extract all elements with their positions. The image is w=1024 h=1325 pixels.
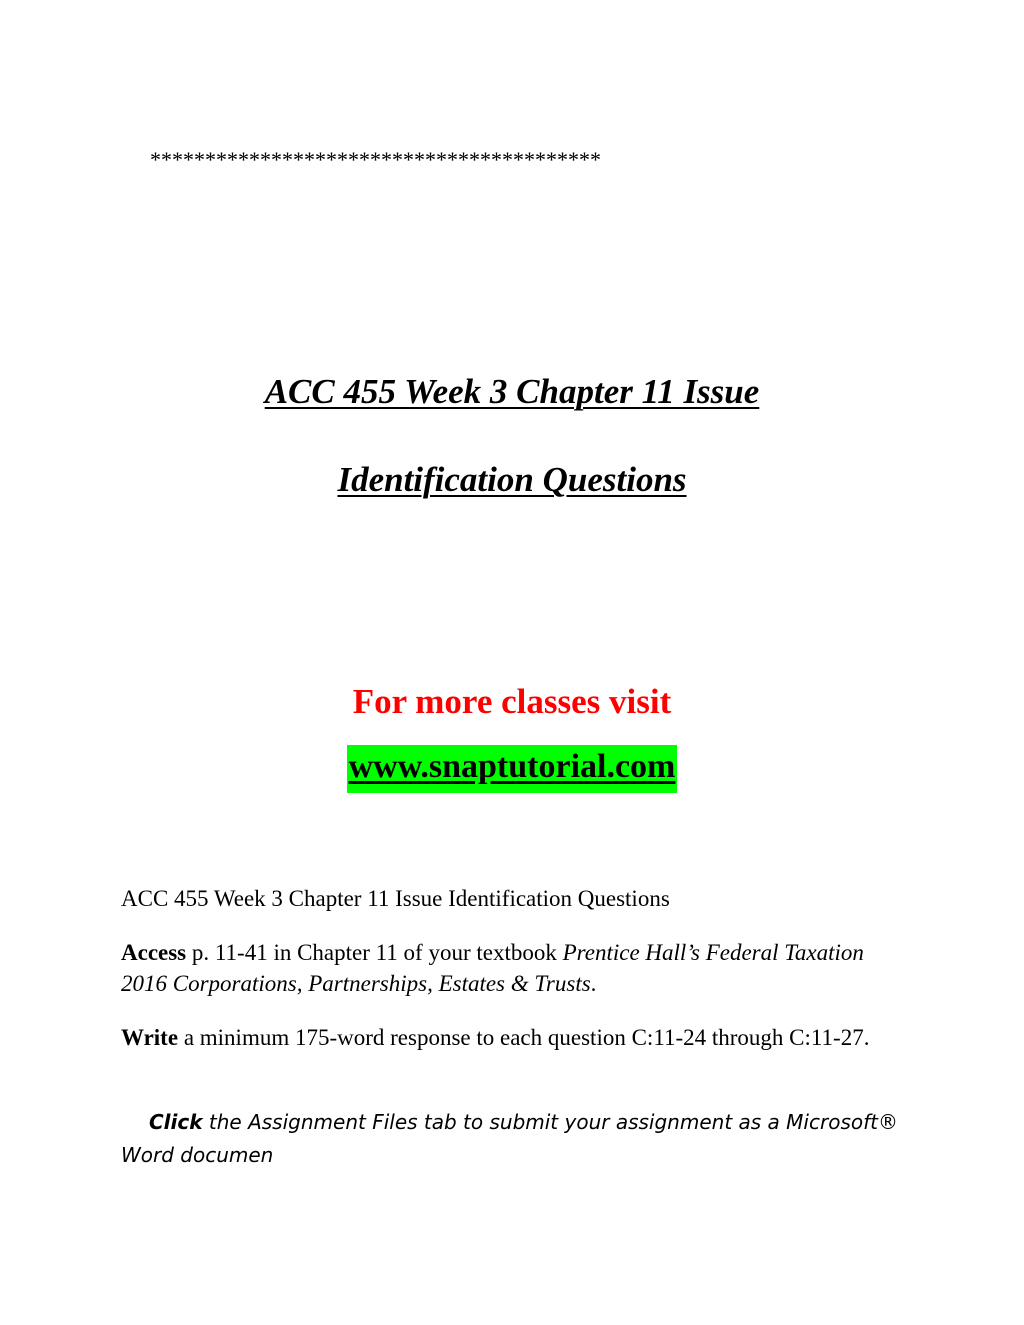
click-indent bbox=[121, 1110, 203, 1134]
access-label: Access bbox=[121, 940, 187, 965]
textbook-title: Prentice Hall’s Federal Taxation 2016 Corporations, Partnerships, Estates & Trusts bbox=[121, 940, 864, 996]
asterisk-divider: ***************************************** bbox=[150, 147, 601, 172]
intro-paragraph: ACC 455 Week 3 Chapter 11 Issue Identification Questions bbox=[121, 886, 670, 911]
write-label: Write bbox=[121, 1025, 179, 1050]
page-title-line-1: ACC 455 Week 3 Chapter 11 Issue bbox=[264, 372, 760, 411]
promo-link-wrapper bbox=[0, 745, 1024, 793]
click-text: the Assignment Files tab to submit your assignment as a Microsoft® Word documen bbox=[121, 1110, 898, 1167]
access-end: . bbox=[590, 971, 597, 996]
write-text: a minimum 175-word response to each question C:11-24 through C:11-27. bbox=[178, 1025, 870, 1050]
write-paragraph bbox=[121, 1022, 911, 1053]
access-text: p. 11-41 in Chapter 11 of your textbook bbox=[186, 940, 563, 965]
click-label: Click bbox=[149, 1110, 203, 1134]
promo-text: For more classes visit bbox=[352, 682, 672, 721]
snaptutorial-link[interactable]: www.snaptutorial.com bbox=[347, 745, 678, 793]
access-paragraph bbox=[121, 937, 911, 999]
page-title-line-2: Identification Questions bbox=[337, 460, 687, 499]
click-paragraph bbox=[121, 1106, 911, 1172]
